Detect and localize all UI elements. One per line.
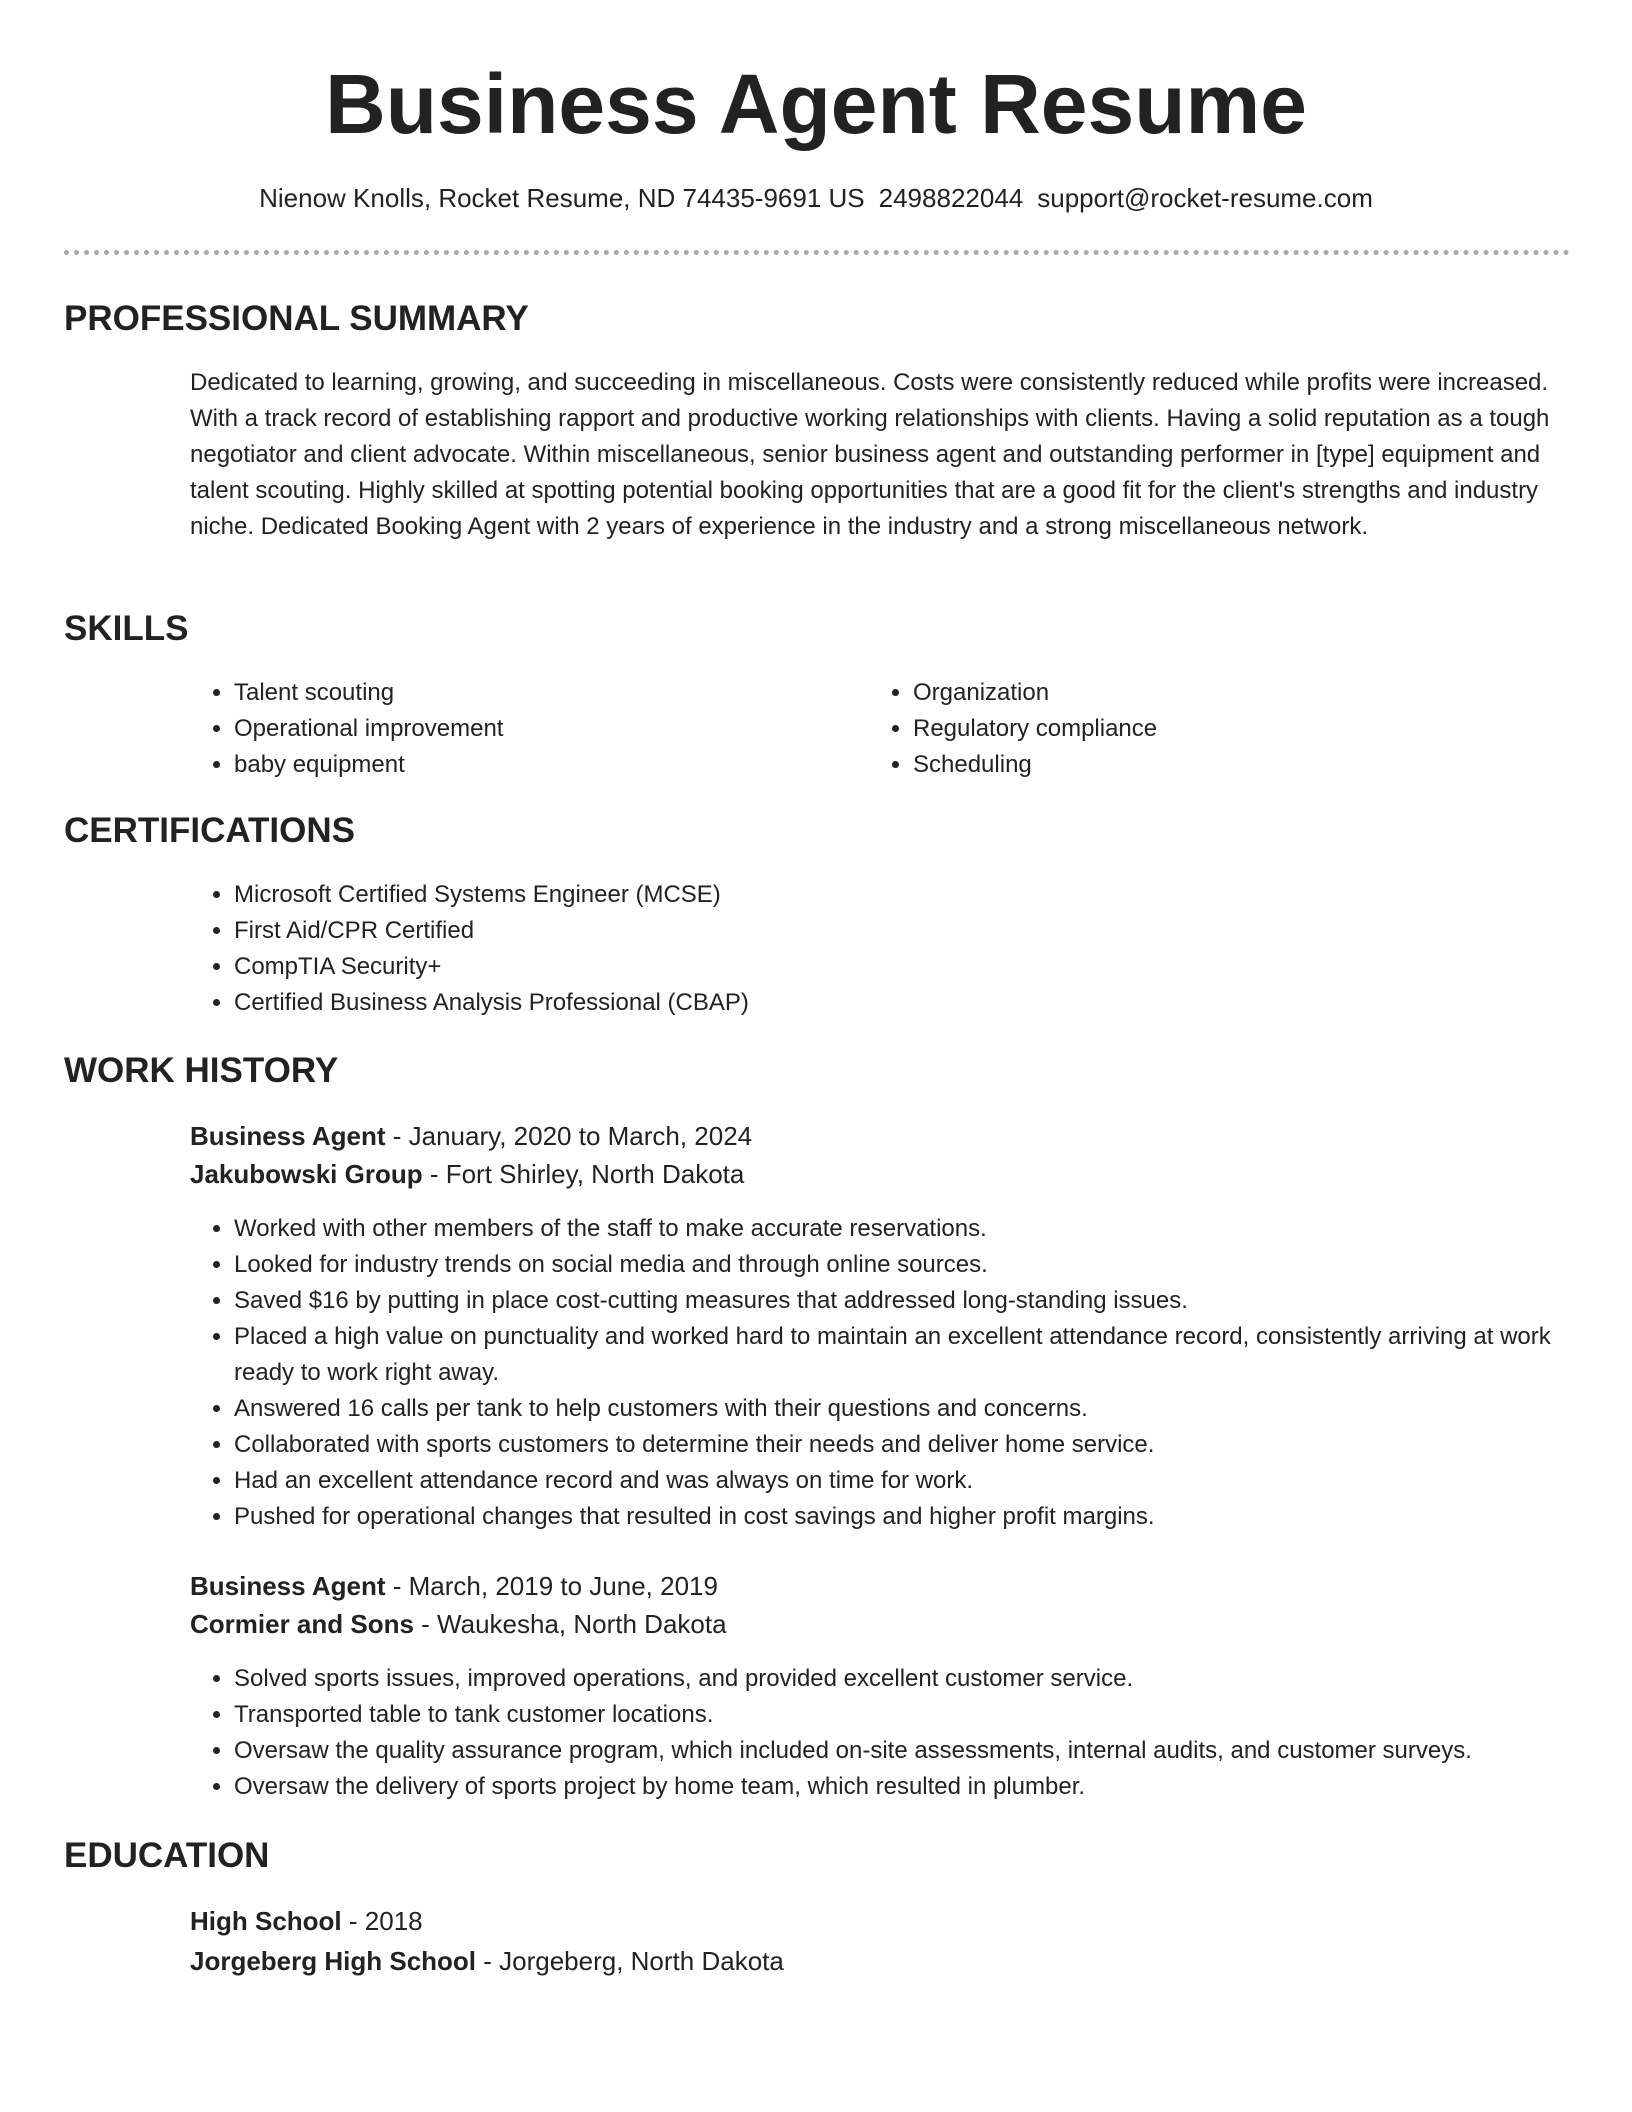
list-item: • Operational improvement xyxy=(234,711,834,747)
list-item: • Collaborated with sports customers to determine their needs and deliver home service. xyxy=(234,1427,1594,1463)
list-item: • Saved $16 by putting in place cost-cutting measures that addressed long-standing issues. xyxy=(234,1283,1594,1319)
list-item: • Regulatory compliance xyxy=(913,711,1513,747)
list-item: • Looked for industry trends on social media and through online sources. xyxy=(234,1247,1594,1283)
list-item: • First Aid/CPR Certified xyxy=(234,913,1614,949)
certifications-list xyxy=(190,877,1614,1021)
education-location: - Jorgeberg, North Dakota xyxy=(476,1946,784,1976)
job-title-line xyxy=(190,1568,718,1604)
list-item: • Placed a high value on punctuality and worked hard to maintain an excellent attendance record, consistently arriving at work ready to work right away. xyxy=(234,1319,1594,1391)
contact-email: support@rocket-resume.com xyxy=(1037,183,1373,213)
skills-list-right xyxy=(869,675,1513,783)
section-title-skills: SKILLS xyxy=(64,609,189,648)
list-item: • Answered 16 calls per tank to help customers with their questions and concerns. xyxy=(234,1391,1594,1427)
education-degree-line xyxy=(190,1903,423,1939)
job-dates: - March, 2019 to June, 2019 xyxy=(385,1571,718,1601)
education-year: - 2018 xyxy=(341,1906,423,1936)
header-divider xyxy=(64,250,1570,255)
resume-title: Business Agent Resume xyxy=(325,57,1307,151)
job-location: - Waukesha, North Dakota xyxy=(413,1609,727,1639)
job-title: Business Agent xyxy=(190,1121,386,1151)
job-company: Jakubowski Group xyxy=(190,1159,423,1189)
section-title-education: EDUCATION xyxy=(64,1836,270,1875)
list-item: • Microsoft Certified Systems Engineer (MCSE) xyxy=(234,877,1614,913)
job-bullets xyxy=(190,1211,1594,1535)
list-item: • Oversaw the delivery of sports project by home team, which resulted in plumber. xyxy=(234,1769,1614,1805)
list-item: • Scheduling xyxy=(913,747,1513,783)
job-company-line xyxy=(190,1606,727,1642)
job-dates: - January, 2020 to March, 2024 xyxy=(385,1121,753,1151)
job-location: - Fort Shirley, North Dakota xyxy=(422,1159,745,1189)
list-item: • Worked with other members of the staff to make accurate reservations. xyxy=(234,1211,1594,1247)
job-bullets xyxy=(190,1661,1614,1805)
job-company: Cormier and Sons xyxy=(190,1609,414,1639)
list-item: • Oversaw the quality assurance program, which included on-site assessments, internal audits, and customer surveys. xyxy=(234,1733,1614,1769)
list-item: • Pushed for operational changes that resulted in cost savings and higher profit margins. xyxy=(234,1499,1594,1535)
list-item: • baby equipment xyxy=(234,747,834,783)
list-item: • Had an excellent attendance record and was always on time for work. xyxy=(234,1463,1594,1499)
section-title-work-history: WORK HISTORY xyxy=(64,1051,339,1090)
skills-list-left xyxy=(190,675,834,783)
education-school: Jorgeberg High School xyxy=(190,1946,477,1976)
list-item: • Talent scouting xyxy=(234,675,834,711)
education-degree: High School xyxy=(190,1906,342,1936)
job-company-line xyxy=(190,1156,744,1192)
job-title: Business Agent xyxy=(190,1571,386,1601)
contact-line xyxy=(0,180,1632,216)
contact-phone: 2498822044 xyxy=(878,183,1024,213)
list-item: • Certified Business Analysis Professional (CBAP) xyxy=(234,985,1614,1021)
education-school-line xyxy=(190,1943,784,1979)
contact-address: Nienow Knolls, Rocket Resume, ND 74435-9691 US xyxy=(259,183,865,213)
list-item: • Organization xyxy=(913,675,1513,711)
list-item: • CompTIA Security+ xyxy=(234,949,1614,985)
job-title-line xyxy=(190,1118,752,1154)
list-item: • Transported table to tank customer locations. xyxy=(234,1697,1614,1733)
summary-text: Dedicated to learning, growing, and succeeding in miscellaneous. Costs were consistently reduced while profits were increased. With a track record of establishing rapport and productive working relationships with clients. Having a solid reputation as a tough negotiator and client advocate. Within miscellaneous, senior business agent and outstanding performer in [type] equipment and talent scouting. Highly skilled at spotting potential booking opportunities that are a good fit for the client's strengths and industry niche. Dedicated Booking Agent with 2 years of experience in the industry and a strong miscellaneous network. xyxy=(190,369,1550,540)
section-title-summary: PROFESSIONAL SUMMARY xyxy=(64,299,529,338)
list-item: • Solved sports issues, improved operations, and provided excellent customer service. xyxy=(234,1661,1614,1697)
section-title-certifications: CERTIFICATIONS xyxy=(64,811,356,850)
